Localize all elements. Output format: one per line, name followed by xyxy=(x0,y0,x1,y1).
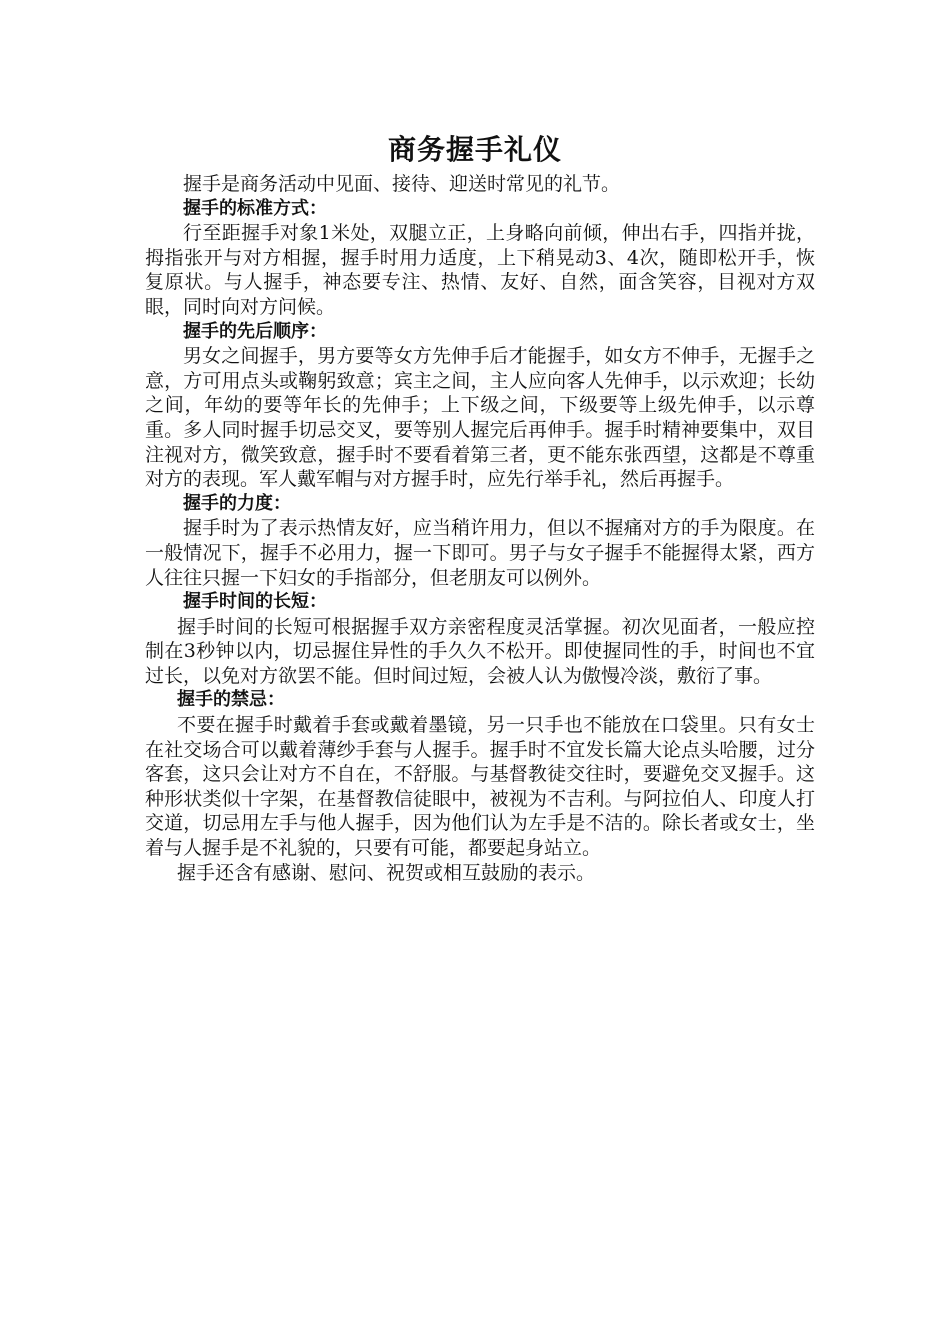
closing-paragraph: 握手还含有感谢、慰问、祝贺或相互鼓励的表示。 xyxy=(177,861,596,884)
document-body xyxy=(145,172,815,885)
section-heading-strength: 握手的力度： xyxy=(183,492,291,514)
section-paragraph-standard: 行至距握手对象1米处，双腿立正，上身略向前倾，伸出右手，四指并拢，拇指张开与对方相握，握手时用力适度，上下稍晃动3、4次，随即松开手，恢复原状。与人握手，神态要专注、热情、友好、自然，面含笑容，目视对方双眼，同时向对方问候。 xyxy=(145,222,815,318)
section-paragraph-taboos: 不要在握手时戴着手套或戴着墨镜，另一只手也不能放在口袋里。只有女士在社交场合可以戴着薄纱手套与人握手。握手时不宜发长篇大论点头哈腰，过分客套，这只会让对方不自在，不舒服。与基督教徒交往时，要避免交叉握手。这种形状类似十字架，在基督教信徒眼中，被视为不吉利。与阿拉伯人、印度人打交道，切忌用左手与他人握手，因为他们认为左手是不洁的。除长者或女士，坐着与人握手是不礼貌的，只要有可能，都要起身站立。 xyxy=(145,714,815,860)
section-paragraph-duration: 握手时间的长短可根据握手双方亲密程度灵活掌握。初次见面者，一般应控制在3秒钟以内，切忌握住异性的手久久不松开。即使握同性的手，时间也不宜过长，以免对方欲罢不能。但时间过短，会被人认为傲慢冷淡，敷衍了事。 xyxy=(145,615,815,687)
section-paragraph-strength: 握手时为了表示热情友好，应当稍许用力，但以不握痛对方的手为限度。在一般情况下，握手不必用力，握一下即可。男子与女子握手不能握得太紧，西方人往往只握一下妇女的手指部分，但老朋友可以例外。 xyxy=(145,517,815,589)
document-title: 商务握手礼仪 xyxy=(387,133,562,166)
section-heading-taboos: 握手的禁忌： xyxy=(177,689,285,711)
section-heading-standard: 握手的标准方式： xyxy=(183,197,327,219)
intro-paragraph: 握手是商务活动中见面、接待、迎送时常见的礼节。 xyxy=(183,173,621,195)
section-heading-order: 握手的先后顺序： xyxy=(183,320,327,342)
section-heading-duration: 握手时间的长短： xyxy=(183,591,327,613)
section-paragraph-order: 男女之间握手，男方要等女方先伸手后才能握手，如女方不伸手，无握手之意，方可用点头或鞠躬致意；宾主之间，主人应向客人先伸手，以示欢迎；长幼之间，年幼的要等年长的先伸手；上下级之间，下级要等上级先伸手，以示尊重。多人同时握手切忌交叉，要等别人握完后再伸手。握手时精神要集中，双目注视对方，微笑致意，握手时不要看着第三者，更不能东张西望，这都是不尊重对方的表现。军人戴军帽与对方握手时，应先行举手礼，然后再握手。 xyxy=(145,345,815,491)
